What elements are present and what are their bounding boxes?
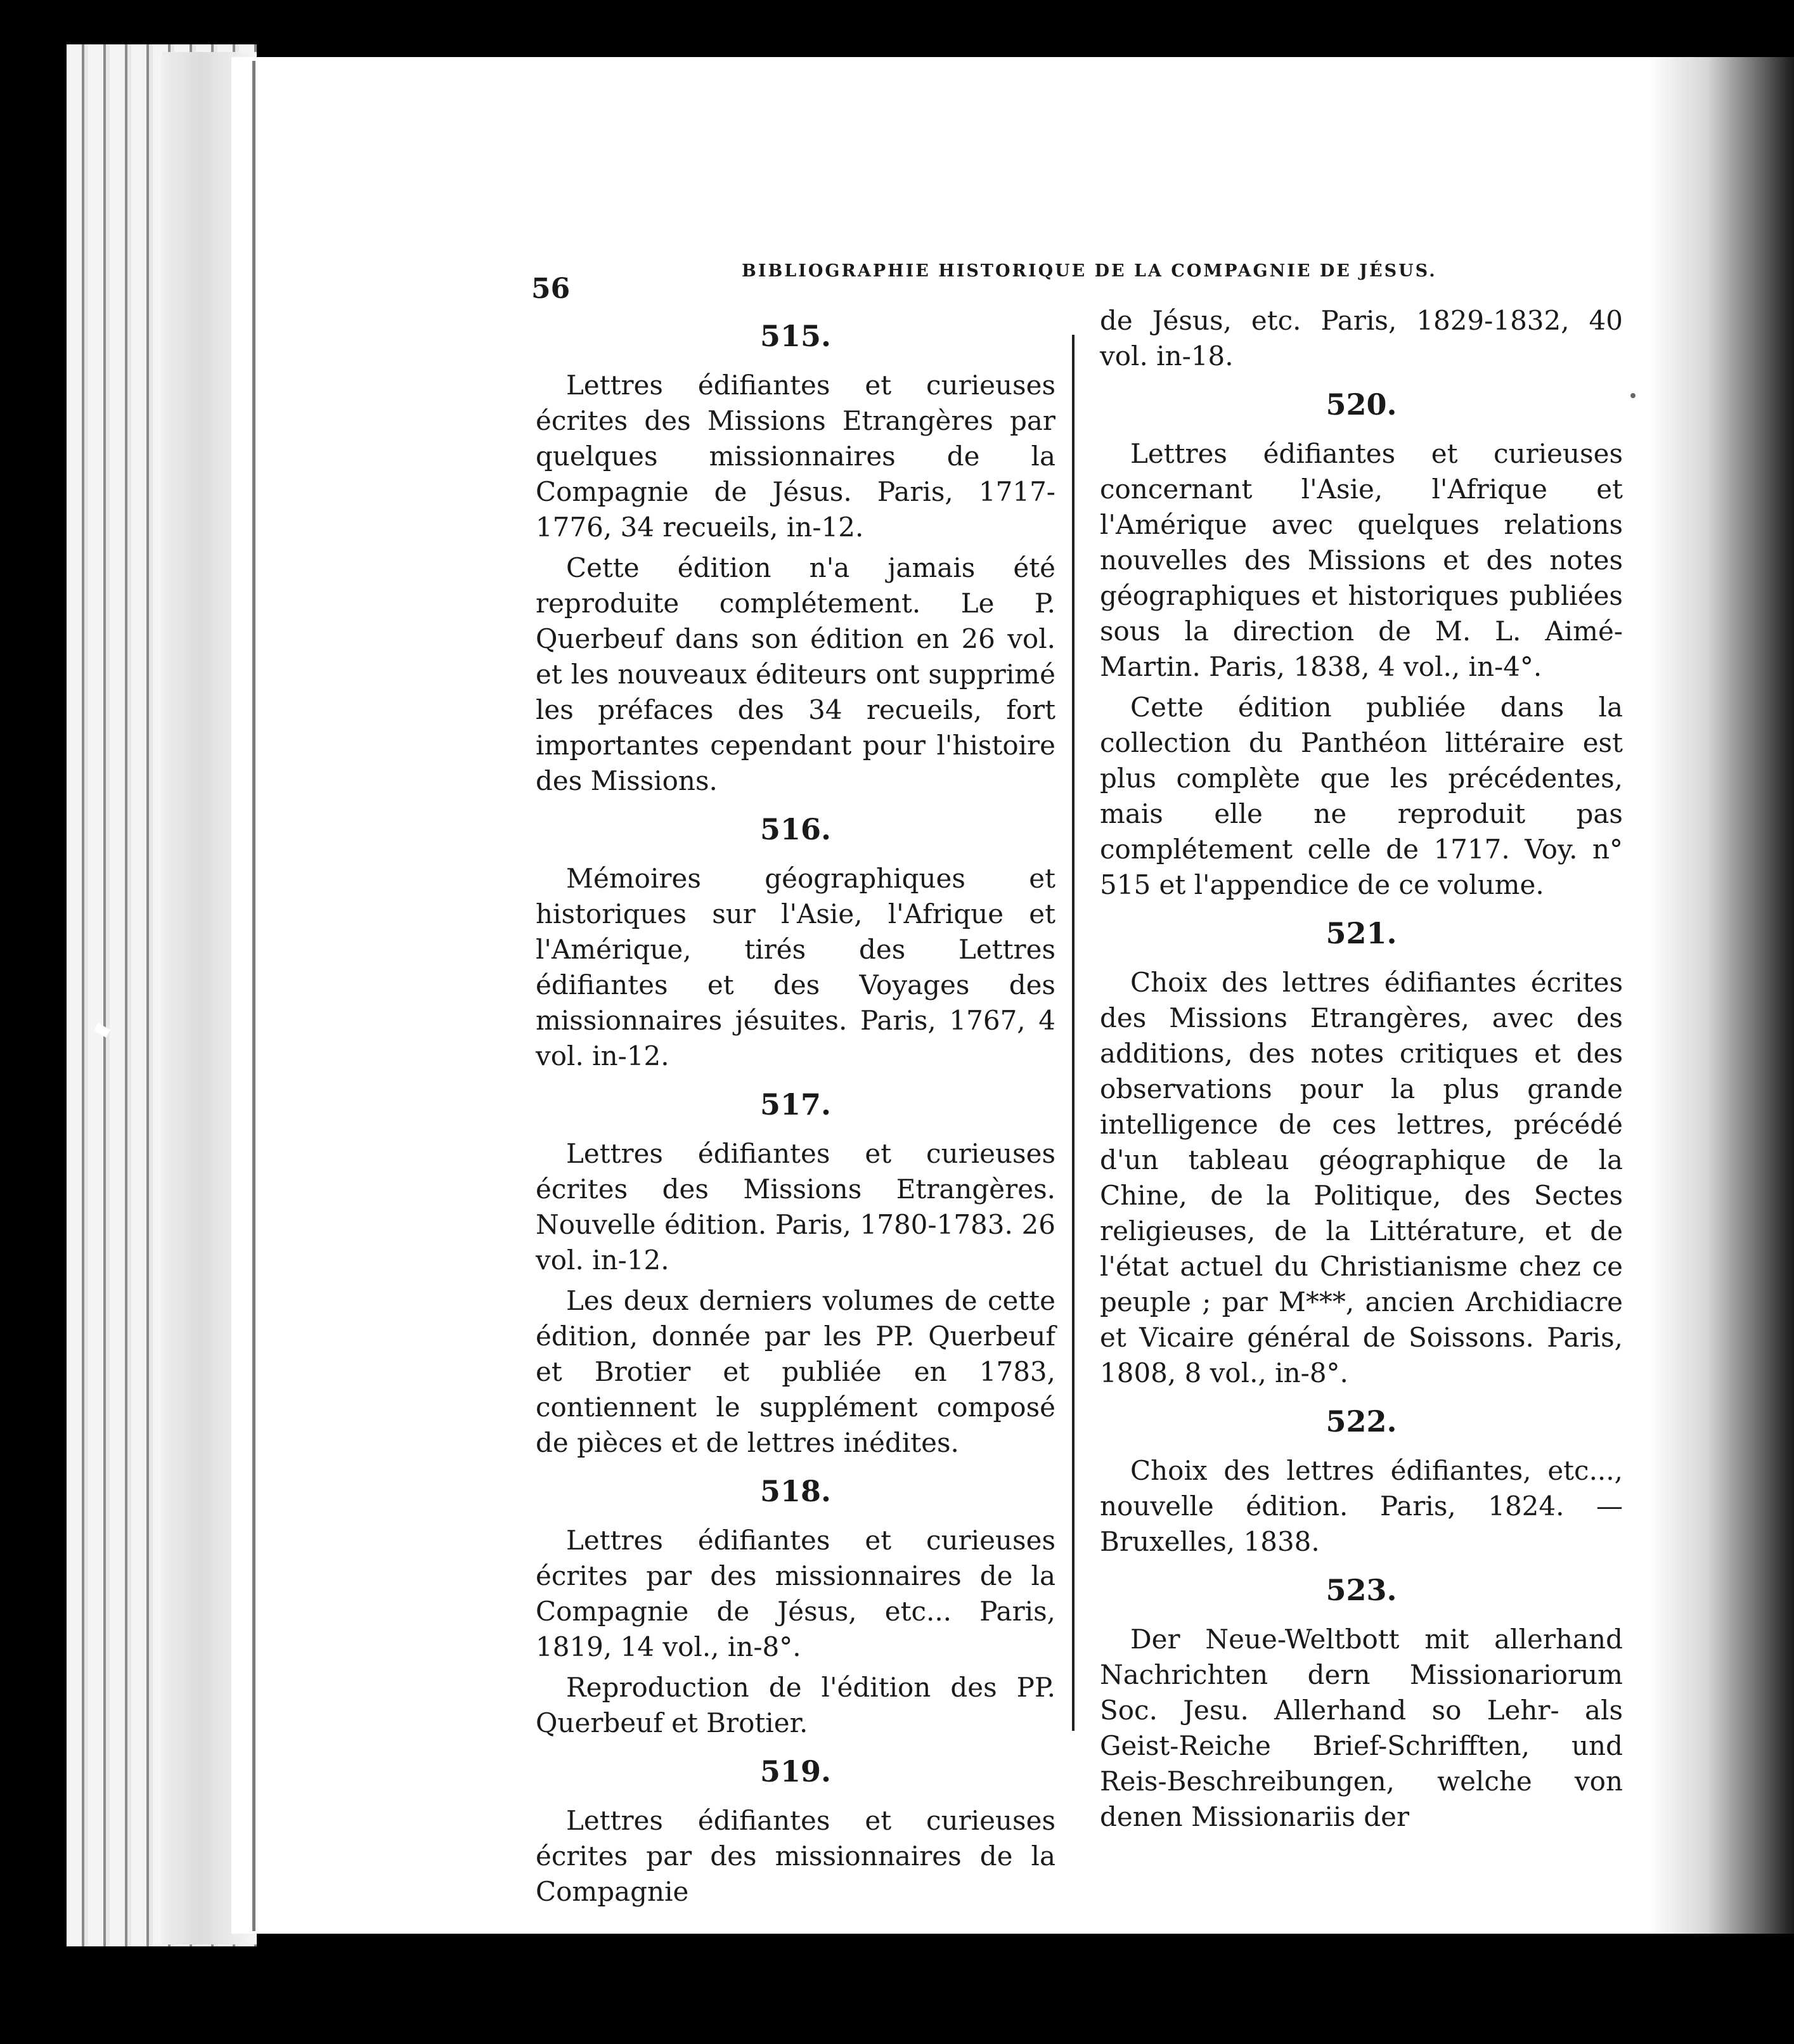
left-column (536, 317, 1055, 1910)
ink-speck (1630, 393, 1636, 398)
entry-number: 517. (759, 1087, 832, 1122)
entry-note: Cette édition publiée dans la collection du Panthéon littéraire est plus complète que les précédentes, mais elle ne reproduit pas complétement celle de 1717. Voy. n° 515 et l'appendice de ce volume. (1100, 692, 1623, 900)
entry-note: Reproduction de l'édition des PP. Querbeuf et Brotier. (536, 1672, 1055, 1738)
column-divider (1072, 335, 1074, 1731)
entry-number: 522. (1326, 1404, 1397, 1439)
entry-text: Der Neue-Weltbott mit allerhand Nachrichten dern Missionariorum Soc. Jesu. Allerhand so Lehr- als Geist-Reiche Brief-Schrifften, und Reis-Beschreibungen, welche von denen Missionariis der (1100, 1624, 1623, 1832)
entry-number: 521. (1326, 916, 1397, 950)
right-column (1100, 303, 1623, 1835)
entry-number: 520. (1326, 387, 1397, 422)
entry-number: 515. (759, 319, 832, 353)
entry-text: Lettres édifiantes et curieuses concernant l'Asie, l'Afrique et l'Amérique avec quelques relations nouvelles des Missions et des notes géographiques et historiques publiées sous la direction de M. L. Aimé-Martin. Paris, 1838, 4 vol., in-4°. (1100, 438, 1623, 682)
entry-text: Lettres édifiantes et curieuses écrites par des missionnaires de la Compagnie de Jésus, etc... Paris, 1819, 14 vol., in-8°. (536, 1525, 1055, 1662)
entry-number: 523. (1326, 1573, 1397, 1607)
entry-text: Mémoires géographiques et historiques sur l'Asie, l'Afrique et l'Amérique, tirés des Lettres édifiantes et des Voyages des missionnaires jésuites. Paris, 1767, 4 vol. in-12. (536, 863, 1055, 1071)
entry-number: 518. (759, 1474, 832, 1508)
entry-text: Choix des lettres édifiantes, etc..., nouvelle édition. Paris, 1824. — Bruxelles, 1838. (1100, 1455, 1623, 1557)
entry-number: 516. (759, 812, 832, 846)
entry-note: Les deux derniers volumes de cette édition, donnée par les PP. Querbeuf et Brotier et publiée en 1783, contiennent le supplément composé de pièces et de lettres inédites. (536, 1285, 1055, 1458)
entry-number: 519. (759, 1754, 832, 1789)
entry-text: Choix des lettres édifiantes écrites des Missions Etrangères, avec des additions, des notes critiques et des observations pour la plus grande intelligence de ces lettres, précédé d'un tableau géographique de la Chine, de la Politique, des Sectes religieuses, de la Littérature, et de l'état actuel du Christianisme chez ce peuple ; par M***, ancien Archidiacre et Vicaire général de Soissons. Paris, 1808, 8 vol., in-8°. (1100, 967, 1623, 1388)
page-number: 56 (531, 273, 571, 305)
entry-continuation: de Jésus, etc. Paris, 1829-1832, 40 vol. in-18. (1100, 305, 1623, 372)
entry-text: Lettres édifiantes et curieuses écrites des Missions Etrangères. Nouvelle édition. Paris, 1780-1783. 26 vol. in-12. (536, 1138, 1055, 1276)
entry-text: Lettres édifiantes et curieuses écrites des Missions Etrangères par quelques missionnaires de la Compagnie de Jésus. Paris, 1717-1776, 34 recueils, in-12. (536, 370, 1055, 543)
page-gutter-shadow (1648, 57, 1794, 1934)
running-title: BIBLIOGRAPHIE HISTORIQUE DE LA COMPAGNIE DE JÉSUS. (742, 261, 1437, 281)
entry-text: Lettres édifiantes et curieuses écrites par des missionnaires de la Compagnie (536, 1805, 1055, 1907)
page-edge-line (252, 61, 255, 1931)
entry-note: Cette édition n'a jamais été reproduite complétement. Le P. Querbeuf dans son édition en 26 vol. et les nouveaux éditeurs ont supprimé les préfaces des 34 recueils, fort importantes cependant pour l'histoire des Missions. (536, 552, 1055, 796)
